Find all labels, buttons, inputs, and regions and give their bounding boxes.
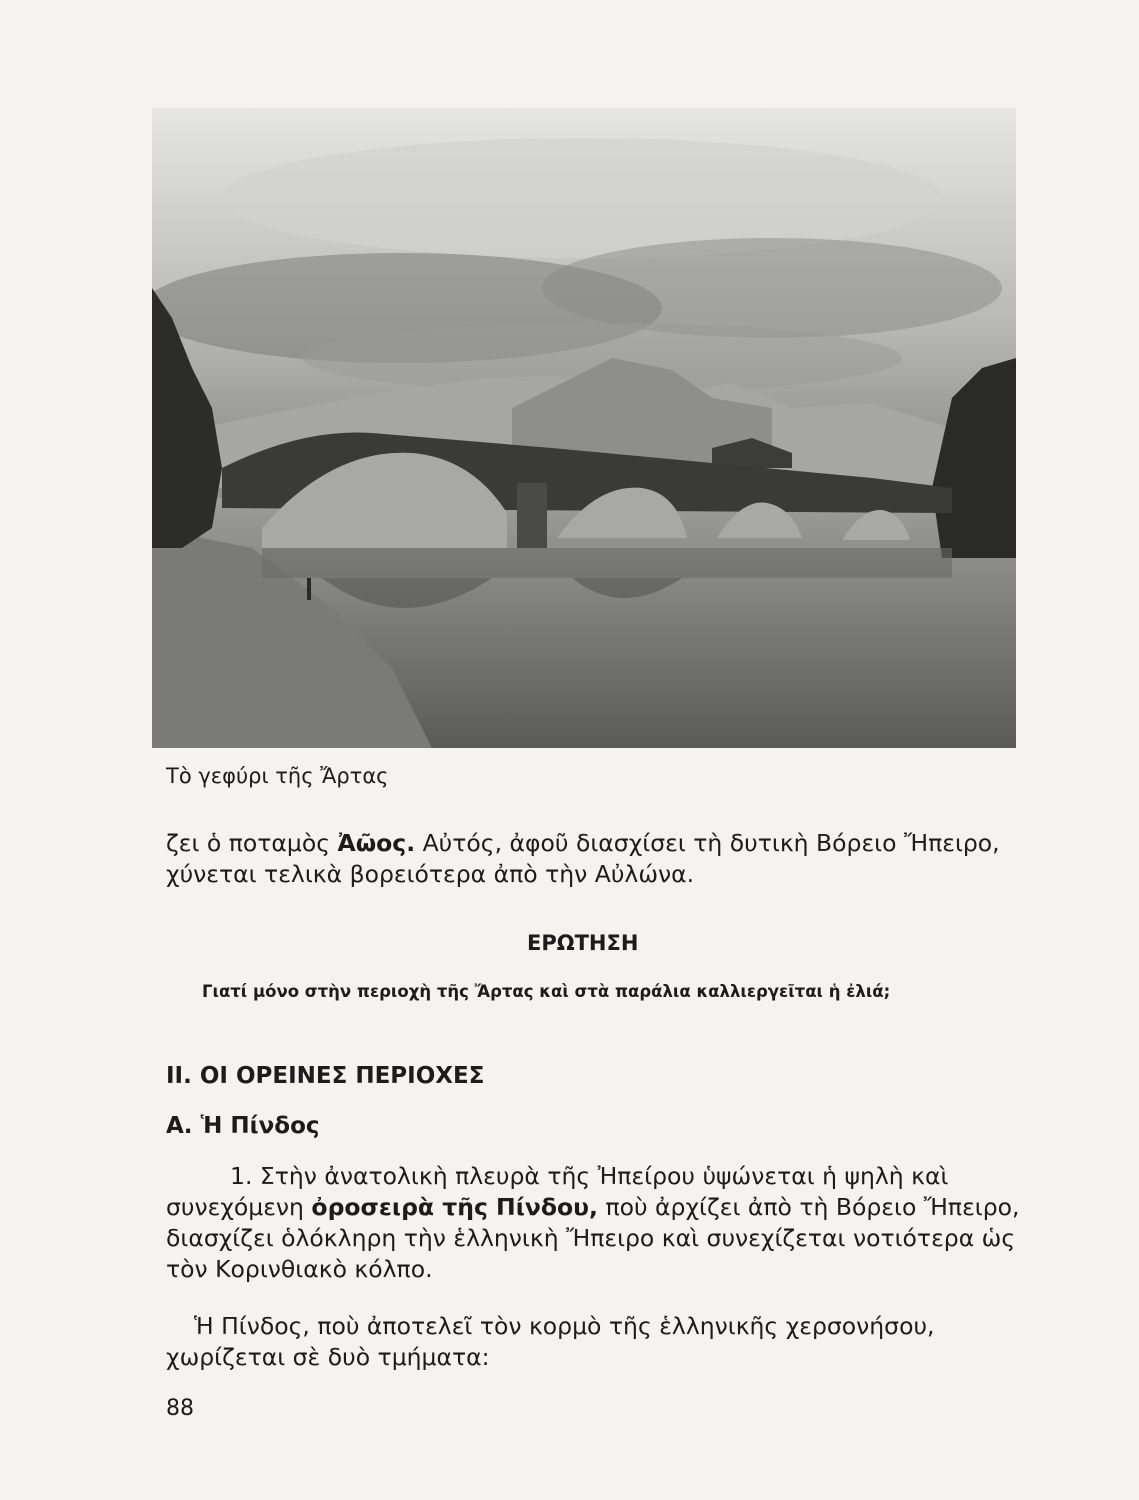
paragraph-division bbox=[166, 1311, 935, 1373]
paragraph-line bbox=[166, 828, 1000, 859]
paragraph-line: χωρίζεται σὲ δυὸ τμήματα: bbox=[166, 1343, 490, 1371]
paragraph-line: 1. Στὴν ἀνατολικὴ πλευρὰ τῆς Ἠπείρου ὑψώνεται ἡ ψηλὴ καὶ bbox=[230, 1162, 949, 1190]
section-heading: ΙΙ. ΟΙ ΟΡΕΙΝΕΣ ΠΕΡΙΟΧΕΣ bbox=[166, 1063, 485, 1089]
paragraph-aoos bbox=[166, 828, 1000, 890]
question-heading: ΕΡΩΤΗΣΗ bbox=[527, 931, 639, 955]
bold-term-pindos: ὀροσειρὰ τῆς Πίνδου, bbox=[311, 1193, 598, 1221]
question-text: Γιατί μόνο στὴν περιοχὴ τῆς Ἄρτας καὶ στὰ παράλια καλλιεργεῖται ἡ ἐλιά; bbox=[202, 982, 891, 1001]
page-number: 88 bbox=[166, 1396, 194, 1421]
text-span: συνεχόμενη bbox=[166, 1193, 312, 1221]
paragraph-line: Ἡ Πίνδος, ποὺ ἀποτελεῖ τὸν κορμὸ τῆς ἑλληνικῆς χερσονήσου, bbox=[194, 1312, 935, 1340]
arta-bridge-illustration bbox=[152, 108, 1016, 748]
subsection-heading: Α. Ἡ Πίνδος bbox=[166, 1113, 320, 1139]
paragraph-line bbox=[166, 1192, 1020, 1223]
bridge-photo bbox=[152, 108, 1016, 748]
paragraph-pindos bbox=[166, 1161, 1020, 1285]
figure-caption: Τὸ γεφύρι τῆς Ἄρτας bbox=[166, 764, 389, 788]
bold-term-aoos: Ἀῶος. bbox=[337, 829, 416, 857]
paragraph-line: χύνεται τελικὰ βορειότερα ἀπὸ τὴν Αὐλώνα. bbox=[166, 860, 695, 888]
paragraph-line: τὸν Κορινθιακὸ κόλπο. bbox=[166, 1255, 433, 1283]
text-span: Αὐτός, ἀφοῦ διασχίσει τὴ δυτικὴ Βόρειο Ἤπειρο, bbox=[415, 829, 1000, 857]
paragraph-line: διασχίζει ὁλόκληρη τὴν ἑλληνικὴ Ἤπειρο καὶ συνεχίζεται νοτιότερα ὡς bbox=[166, 1224, 1016, 1252]
text-span: ποὺ ἀρχίζει ἀπὸ τὴ Βόρειο Ἤπειρο, bbox=[597, 1193, 1020, 1221]
text-span: ζει ὁ ποταμὸς bbox=[166, 829, 338, 857]
